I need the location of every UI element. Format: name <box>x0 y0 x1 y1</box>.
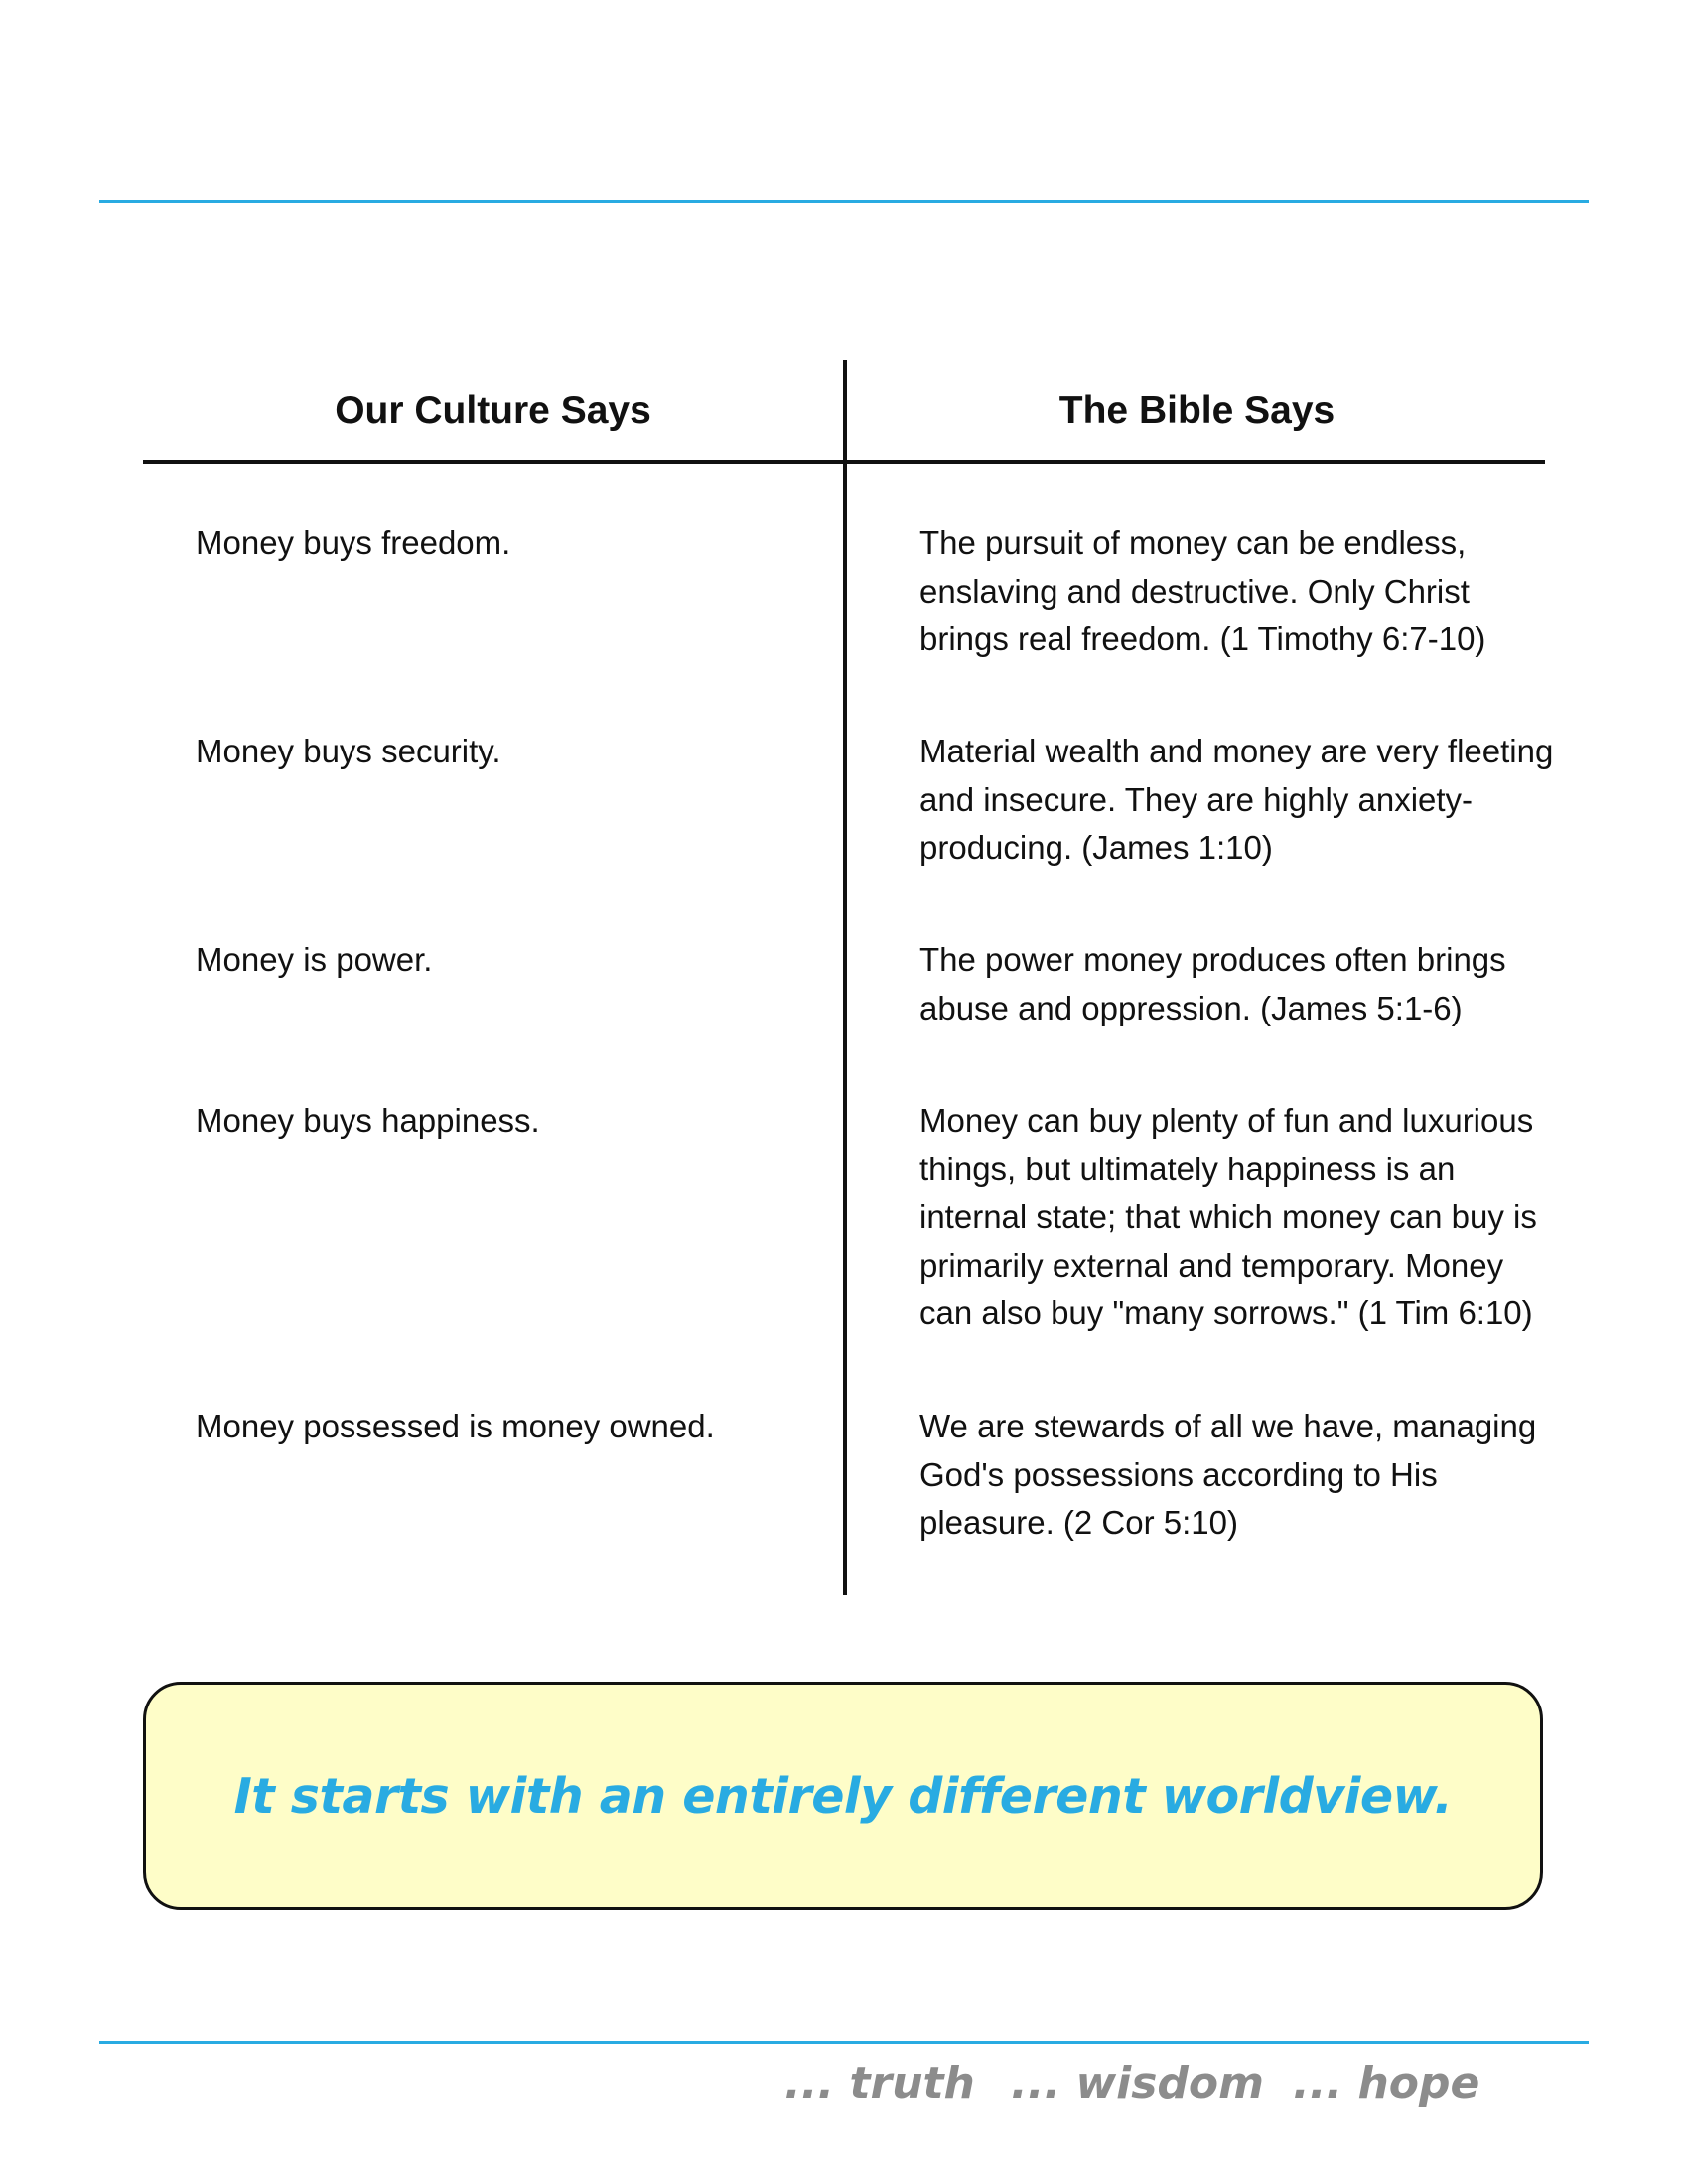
tagline-hope: ... hope <box>1293 2058 1480 2109</box>
culture-column-header: Our Culture Says <box>335 389 651 432</box>
top-rule <box>99 200 1589 203</box>
culture-statement: Money is power. <box>196 941 433 978</box>
bible-response: Money can buy plenty of fun and luxurious things, but ultimately happiness is an internal state; that which money can buy is primarily external and temporary. Money can also buy "many sorrows." (1 Tim 6:10) <box>919 1102 1537 1331</box>
column-divider <box>843 360 847 1595</box>
tagline-truth: ... truth <box>784 2058 975 2109</box>
culture-statement: Money buys happiness. <box>196 1102 540 1139</box>
bible-response: The pursuit of money can be endless, enslaving and destructive. Only Christ brings real freedom. (1 Timothy 6:7-10) <box>919 524 1486 657</box>
comparison-table <box>143 360 1554 1595</box>
bible-column-header: The Bible Says <box>1058 389 1336 432</box>
tagline-wisdom: ... wisdom <box>1011 2058 1264 2109</box>
bible-response: Material wealth and money are very fleeting and insecure. They are highly anxiety-producing. (James 1:10) <box>919 733 1554 866</box>
bible-response: The power money produces often brings abuse and oppression. (James 5:1-6) <box>919 941 1506 1026</box>
culture-statement: Money possessed is money owned. <box>196 1408 715 1444</box>
worldview-callout <box>143 1682 1543 1910</box>
culture-statement: Money buys security. <box>196 733 501 769</box>
callout-text: It starts with an entirely different worldview. <box>233 1767 1453 1825</box>
culture-statement: Money buys freedom. <box>196 524 511 561</box>
bottom-rule <box>99 2041 1589 2044</box>
bible-response: We are stewards of all we have, managing God's possessions according to His pleasure. (2 Cor 5:10) <box>919 1408 1537 1541</box>
